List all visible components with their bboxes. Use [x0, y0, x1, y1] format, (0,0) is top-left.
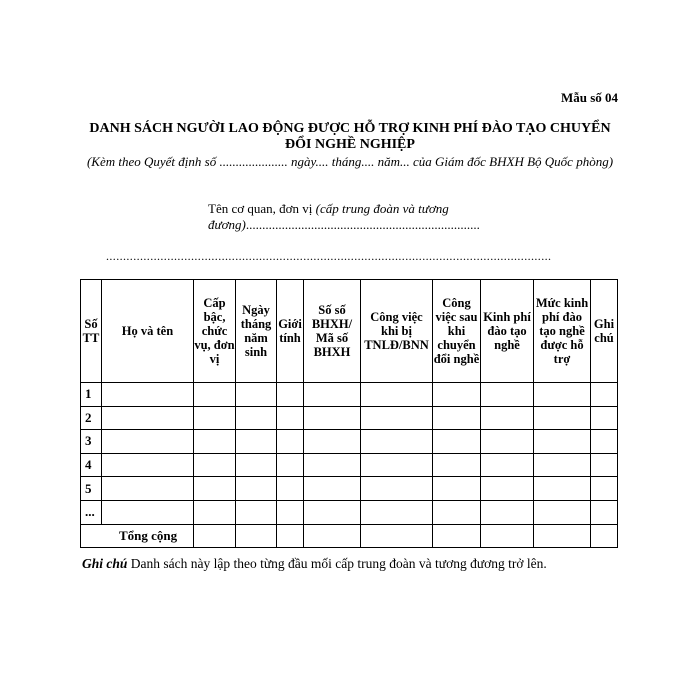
- table-cell: [304, 383, 361, 407]
- table-cell: [102, 406, 194, 430]
- table-cell: [304, 477, 361, 501]
- table-cell: [591, 500, 618, 524]
- table-cell: [277, 453, 304, 477]
- table-cell: [481, 524, 534, 548]
- table-cell: [236, 406, 277, 430]
- table-cell: [277, 500, 304, 524]
- table-row: [81, 406, 618, 430]
- table-cell: [236, 383, 277, 407]
- row-number: 3: [81, 430, 102, 454]
- table-cell: [361, 383, 433, 407]
- table-cell: [534, 383, 591, 407]
- table-cell: [534, 406, 591, 430]
- table-cell: [194, 453, 236, 477]
- table-cell: [591, 430, 618, 454]
- table-cell: [194, 383, 236, 407]
- table-cell: [236, 524, 277, 548]
- table-row: [81, 453, 618, 477]
- table-cell: [481, 453, 534, 477]
- row-number: 4: [81, 453, 102, 477]
- table-cell: [433, 406, 481, 430]
- table-cell: [481, 383, 534, 407]
- table-cell: [361, 524, 433, 548]
- table-cell: [481, 500, 534, 524]
- table-cell: [304, 430, 361, 454]
- table-cell: [102, 477, 194, 501]
- table-cell: [591, 453, 618, 477]
- table-row: [81, 430, 618, 454]
- table-cell: [236, 477, 277, 501]
- agency-dots: ........................................................................: [245, 217, 480, 232]
- header-cell: Số số BHXH/ Mã số BHXH: [304, 280, 361, 383]
- note-label: Ghi chú: [82, 556, 128, 571]
- table-cell: [591, 524, 618, 548]
- header-cell: Cấp bậc, chức vụ, đơn vị: [194, 280, 236, 383]
- table-cell: [361, 477, 433, 501]
- table-cell: [481, 406, 534, 430]
- header-cell: Mức kinh phí đào tạo nghề được hỗ trợ: [534, 280, 591, 383]
- table-cell: [361, 453, 433, 477]
- header-cell: Kinh phí đào tạo nghề: [481, 280, 534, 383]
- total-label: Tổng cộng: [81, 524, 194, 548]
- table-cell: [433, 383, 481, 407]
- table-row: [81, 500, 618, 524]
- table-cell: [194, 500, 236, 524]
- table-cell: [102, 500, 194, 524]
- agency-detail: (cấp trung đoàn và tương đương): [208, 201, 449, 232]
- header-cell: Số TT: [81, 280, 102, 383]
- header-cell: Giới tính: [277, 280, 304, 383]
- table-cell: [194, 430, 236, 454]
- table-cell: [481, 477, 534, 501]
- table-cell: [433, 500, 481, 524]
- table-cell: [277, 406, 304, 430]
- header-cell: Công việc khi bị TNLĐ/BNN: [361, 280, 433, 383]
- table-cell: [194, 524, 236, 548]
- table-cell: [277, 430, 304, 454]
- header-cell: Công việc sau khi chuyển đổi nghề: [433, 280, 481, 383]
- row-number: 1: [81, 383, 102, 407]
- header-cell: Ngày tháng năm sinh: [236, 280, 277, 383]
- row-number: 5: [81, 477, 102, 501]
- table-cell: [304, 524, 361, 548]
- table-cell: [591, 406, 618, 430]
- table-cell: [304, 500, 361, 524]
- table-header-row: [81, 280, 618, 383]
- table-cell: [361, 406, 433, 430]
- total-row: [81, 524, 618, 548]
- table-row: [81, 477, 618, 501]
- header-cell: Họ và tên: [102, 280, 194, 383]
- document-title: DANH SÁCH NGƯỜI LAO ĐỘNG ĐƯỢC HỖ TRỢ KINH PHÍ ĐÀO TẠO CHUYỂN ĐỔI NGHỀ NGHIỆP: [89, 121, 611, 152]
- table-cell: [433, 453, 481, 477]
- note: [82, 556, 547, 572]
- table-cell: [433, 477, 481, 501]
- table-cell: [277, 524, 304, 548]
- table-cell: [361, 500, 433, 524]
- table-cell: [236, 500, 277, 524]
- agency-line: [208, 201, 508, 233]
- document-subtitle: (Kèm theo Quyết định số ..................... ngày.... tháng.... năm... của Giám đốc BHXH Bộ Quốc phòng): [86, 154, 614, 169]
- table-cell: [194, 477, 236, 501]
- table-cell: [194, 406, 236, 430]
- employee-table: [80, 279, 618, 548]
- table-cell: [102, 383, 194, 407]
- table-cell: [591, 383, 618, 407]
- table-cell: [277, 477, 304, 501]
- table-cell: [534, 524, 591, 548]
- table-cell: [236, 453, 277, 477]
- dotted-line: ...................................................................................................................................: [106, 249, 552, 263]
- table-cell: [433, 524, 481, 548]
- table-cell: [102, 430, 194, 454]
- row-number: 2: [81, 406, 102, 430]
- table-cell: [236, 430, 277, 454]
- table-cell: [534, 453, 591, 477]
- table-cell: [534, 477, 591, 501]
- form-number: Mẫu số 04: [560, 90, 618, 105]
- table-row: [81, 383, 618, 407]
- header-cell: Ghi chú: [591, 280, 618, 383]
- table-cell: [304, 406, 361, 430]
- table-cell: [304, 453, 361, 477]
- table-cell: [534, 500, 591, 524]
- table-cell: [534, 430, 591, 454]
- table-cell: [102, 453, 194, 477]
- table-cell: [433, 430, 481, 454]
- table-cell: [361, 430, 433, 454]
- table-cell: [591, 477, 618, 501]
- table-cell: [481, 430, 534, 454]
- table-cell: [277, 383, 304, 407]
- agency-label: Tên cơ quan, đơn vị: [208, 201, 316, 216]
- note-text: Danh sách này lập theo từng đầu mối cấp trung đoàn và tương đương trở lên.: [127, 556, 547, 571]
- row-number: ...: [81, 500, 102, 524]
